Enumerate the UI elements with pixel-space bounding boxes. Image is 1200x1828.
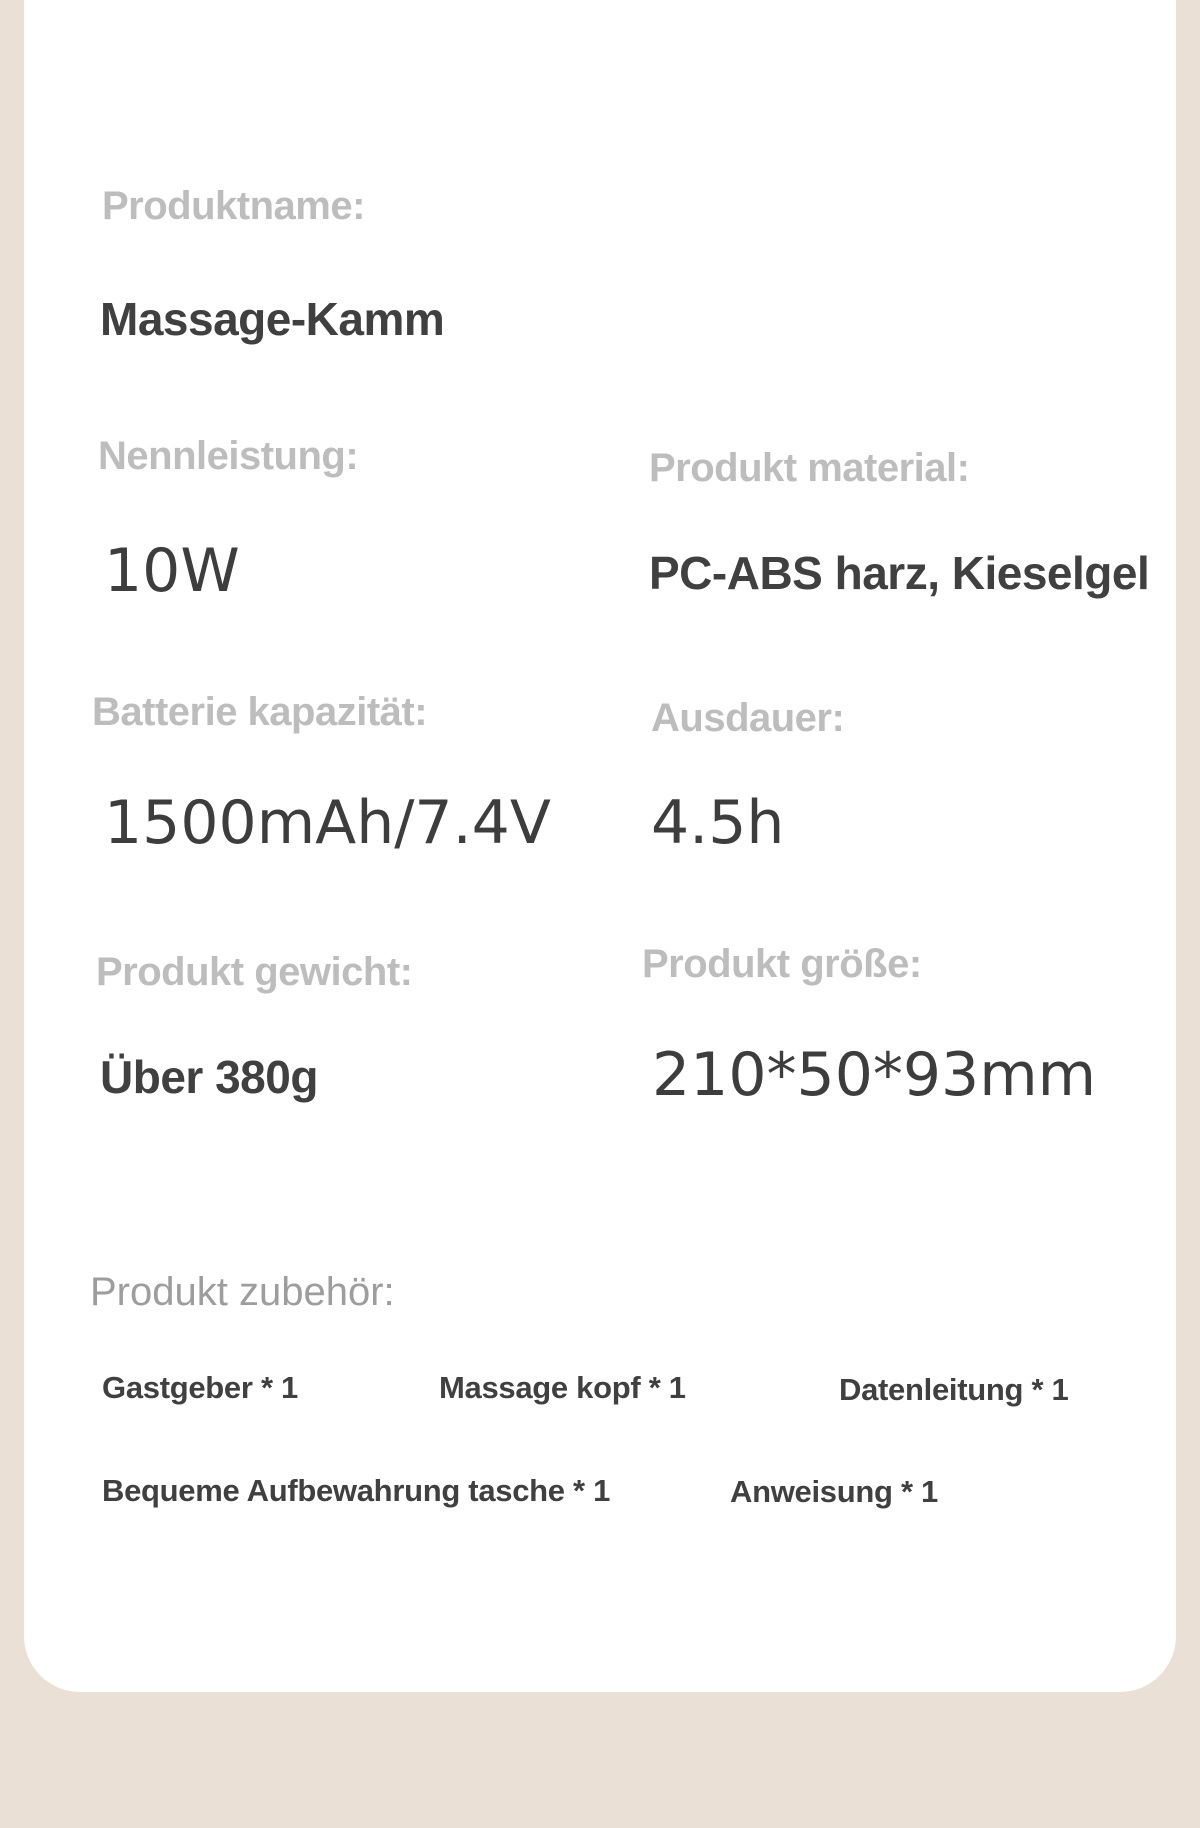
battery-value: 1500mAh/7.4V: [104, 788, 551, 858]
accessories-title: Produkt zubehör:: [90, 1270, 395, 1314]
product-name-value: Massage-Kamm: [100, 293, 445, 345]
accessory-item: Massage kopf * 1: [439, 1370, 686, 1405]
rated-power-value: 10W: [104, 536, 240, 606]
accessory-item: Gastgeber * 1: [102, 1370, 298, 1405]
battery-label: Batterie kapazität:: [92, 690, 428, 734]
material-value: PC-ABS harz, Kieselgel: [649, 547, 1150, 599]
weight-label: Produkt gewicht:: [96, 950, 413, 994]
accessory-item: Anweisung * 1: [730, 1474, 938, 1509]
spec-card: [24, 0, 1176, 1692]
weight-value: Über 380g: [100, 1051, 318, 1103]
rated-power-label: Nennleistung:: [98, 434, 359, 478]
size-value: 210*50*93mm: [652, 1040, 1097, 1110]
accessory-item: Datenleitung * 1: [839, 1372, 1069, 1407]
material-label: Produkt material:: [649, 446, 970, 490]
size-label: Produkt größe:: [642, 942, 922, 986]
product-name-label: Produktname:: [102, 184, 365, 228]
endurance-value: 4.5h: [651, 788, 785, 858]
endurance-label: Ausdauer:: [651, 696, 845, 740]
accessory-item: Bequeme Aufbewahrung tasche * 1: [102, 1473, 611, 1508]
